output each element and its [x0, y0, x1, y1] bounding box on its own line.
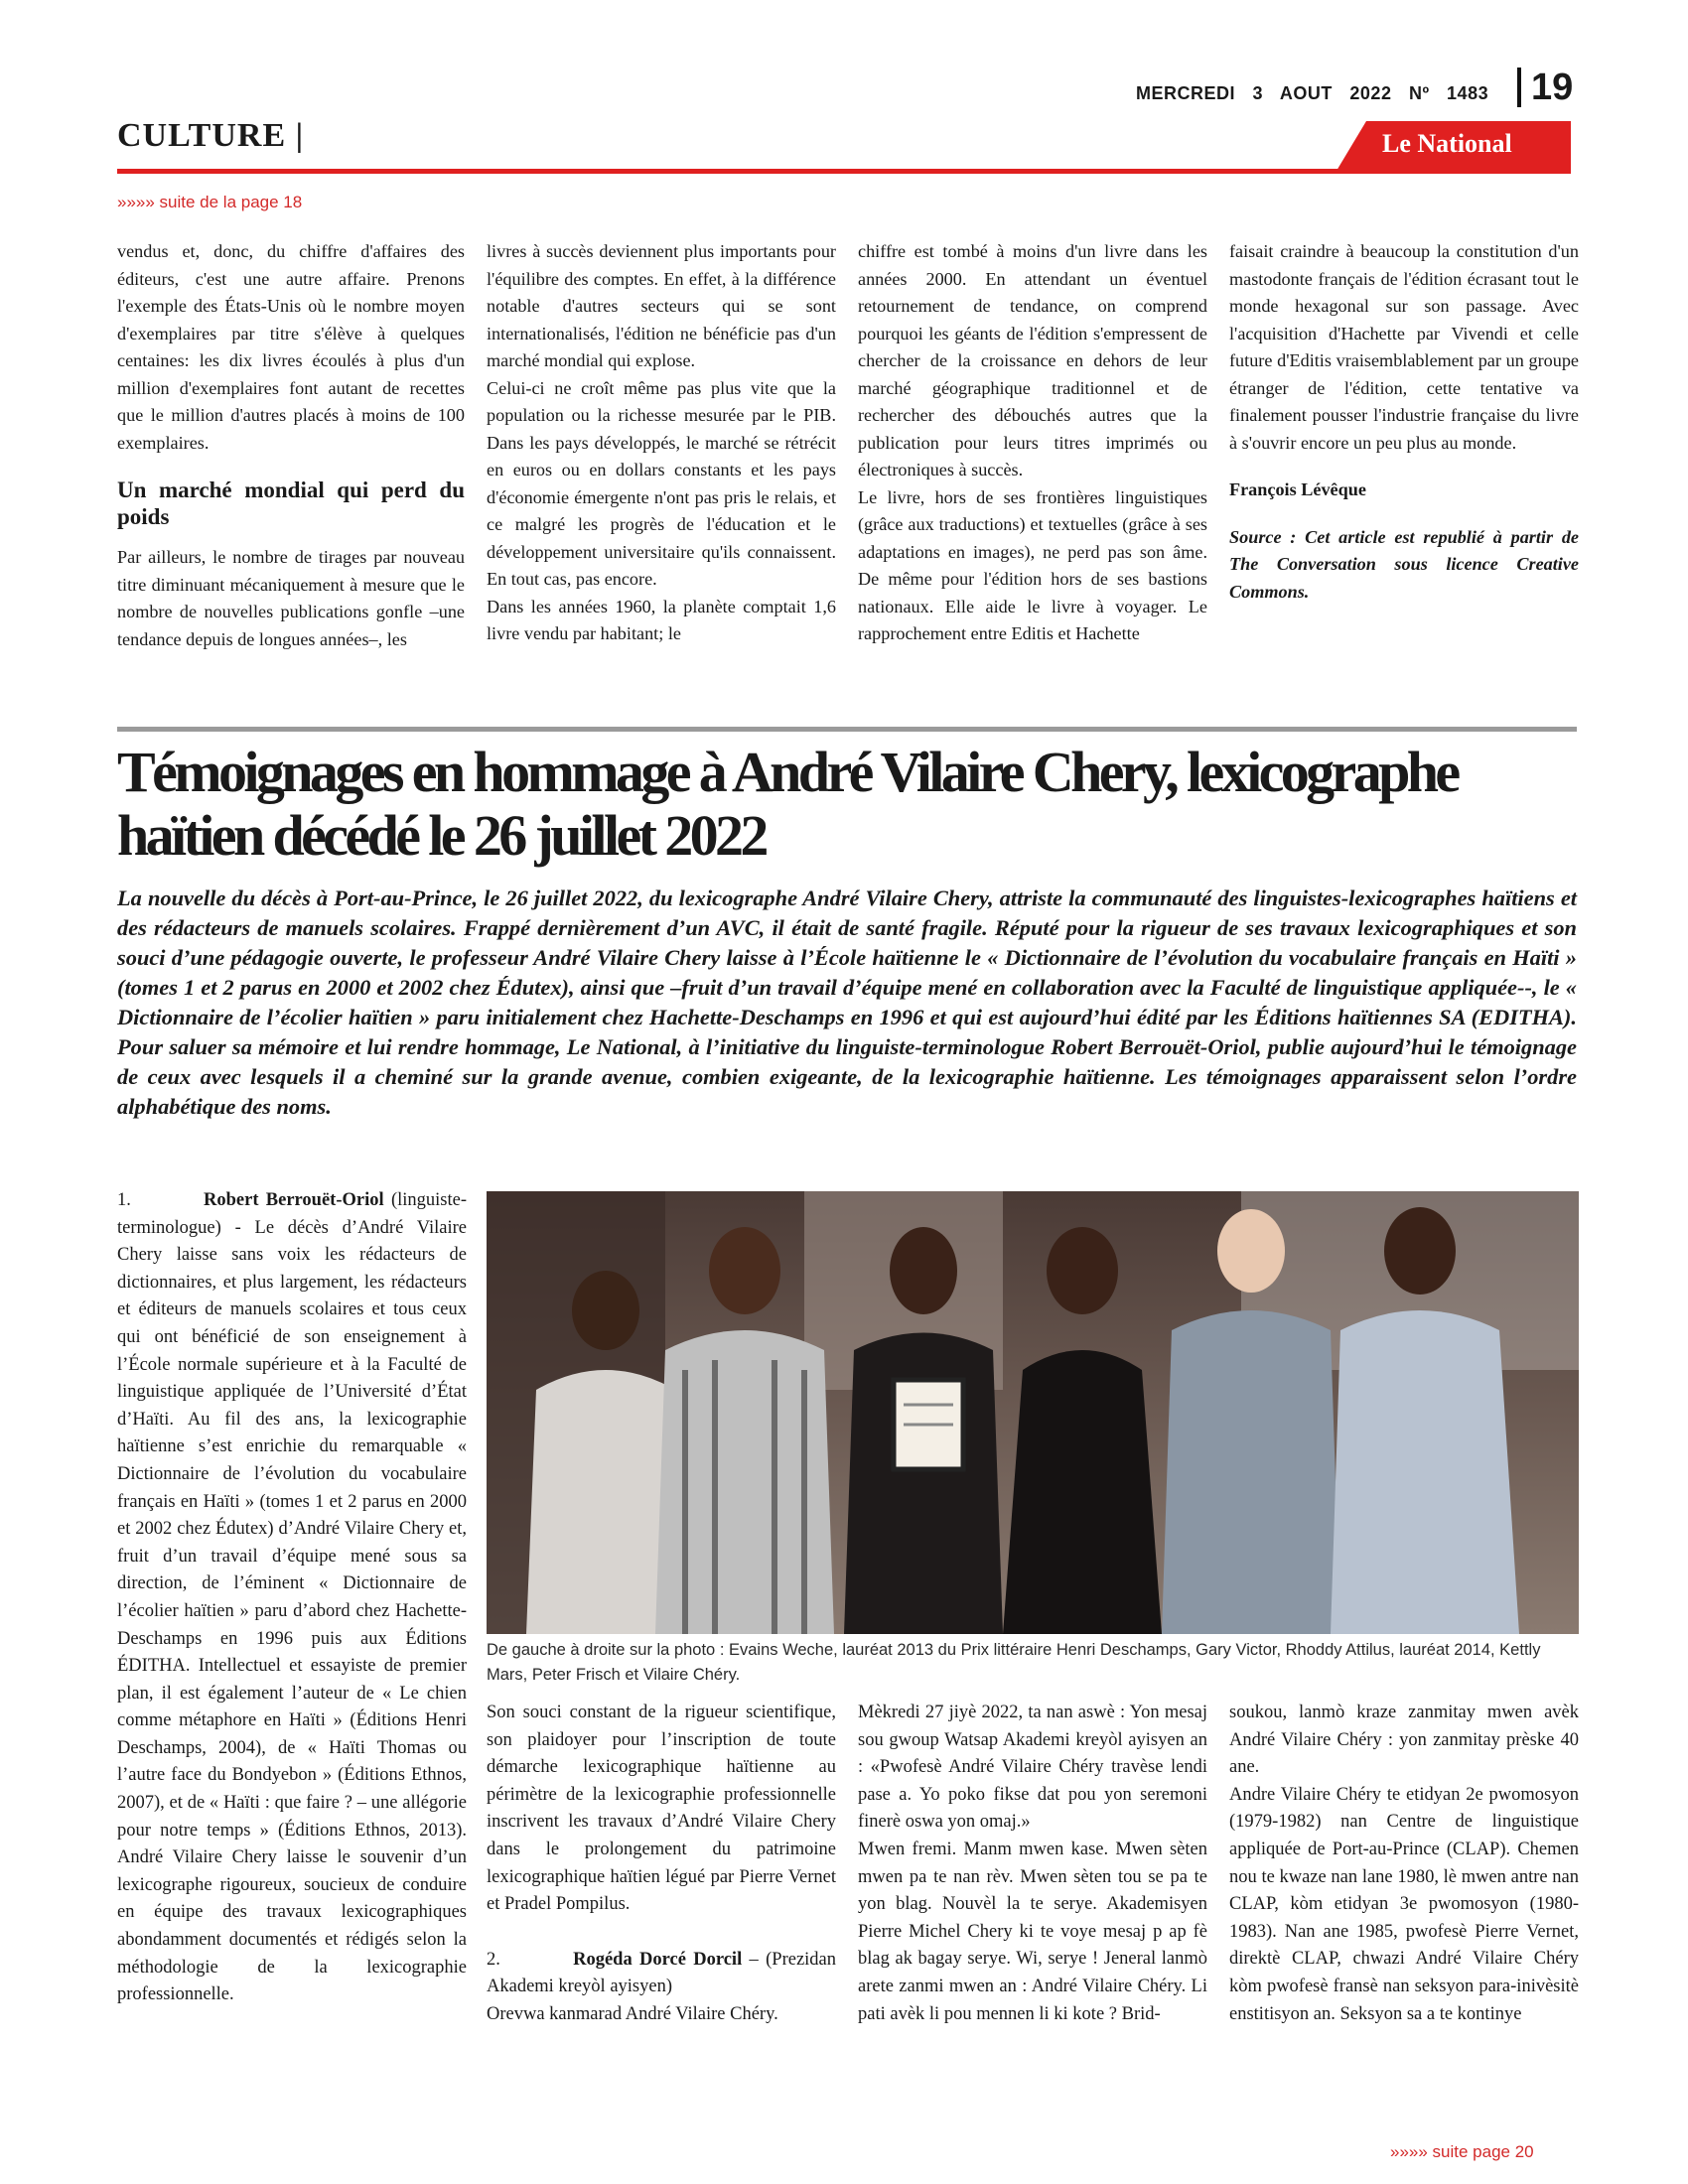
main-article-column-4	[1229, 1700, 1579, 2028]
issue-number: Nº 1483	[1408, 83, 1489, 103]
testimony-2	[487, 1947, 836, 2001]
source-note: Source : Cet article est republié à partir de The Conversation sous licence Creative Commons.	[1229, 526, 1579, 602]
testimony-text: (linguiste-terminologue) - Le décès d’André Vilaire Chery laisse sans voix les rédacteurs de dictionnaires, et plus largement, les rédacteurs et éditeurs de manuels scolaires et tous ceux qui ont bénéficié de son enseignement à l’École normale supérieure et à la Faculté de linguistique appliquée de l’Université d’État d’Haïti. Au fil des ans, la lexicographie haïtienne s’est enrichie du remarquable « Dictionnaire de l’évolution du vocabulaire français en Haïti » (tomes 1 et 2 parus en 2000 et 2002 chez Édutex) d’André Vilaire Chery et, fruit d’un travail d’équipe mené sous sa direction, de l’éminent « Dictionnaire de l’écolier haïtien » paru d’abord chez Hachette-Deschamps en 1996 puis aux Éditions ÉDITHA. Intellectuel et essayiste de premier plan, il est également l’auteur de « Le chien comme métaphore en Haïti » (Éditions Henri Deschamps, 2004), de « Haïti Thomas ou l’autre face du Bondyebon » (Éditions Ethnos, 2007), et de « Haïti : que faire ? – une allégorie pour notre temps » (Éditions Ethnos, 2013). André Vilaire Chery laisse le souvenir d’un lexicographe rigoureux, soucieux de conduire en équipe des travaux lexicographiques abondamment documentés et rédigés selon la méthodologie de la lexicographie professionnelle.	[117, 1190, 467, 2005]
testimony-number: 1.	[117, 1190, 131, 1210]
date-month: AOUT	[1279, 83, 1333, 103]
paragraph: Orevwa kanmarad André Vilaire Chéry.	[487, 2003, 778, 2024]
date-day: 3	[1252, 83, 1264, 103]
paragraph: faisait craindre à beaucoup la constitution d'un mastodonte français de l'édition écrasant tout le monde hexagonal sur son passage. Avec l'acquisition d'Hachette par Vivendi et celle future d'Editis vraisemblablement par un groupe étranger de l'édition, cette tentative va finalement pousser l'industrie française du livre à s'ouvrir encore un peu plus au monde.	[1229, 241, 1579, 453]
main-article-column-1	[117, 1187, 467, 2009]
date-line	[1136, 83, 1488, 104]
brand-name: Le National	[1382, 129, 1512, 158]
top-article-column-3	[858, 238, 1207, 648]
paragraph: vendus et, donc, du chiffre d'affaires des éditeurs, c'est une autre affaire. Prenons l'exemple des États-Unis où le nombre moyen d'exemplaires par titre s'élève à quelques centaines: les dix livres écoulés à plus d'un million d'exemplaires font autant de recettes que le million d'autres placés à moins de 100 exemplaires.	[117, 241, 465, 453]
article-headline: Témoignages en hommage à André Vilaire Chery, lexicographe haïtien décédé le 26 juillet 2022	[117, 740, 1458, 868]
page-number: 19	[1517, 68, 1573, 107]
paragraph: Son souci constant de la rigueur scientifique, son plaidoyer pour l’inscription de toute démarche lexicographique haïtienne au périmètre de la lexicographie professionnelle inscrivent les travaux d’André Vilaire Chery dans le prolongement du patrimoine lexicographique haïtien légué par Pierre Vernet et Pradel Pompilus.	[487, 1703, 836, 1915]
testimony-number: 2.	[487, 1949, 500, 1970]
paragraph: Mèkredi 27 jiyè 2022, ta nan aswè : Yon mesaj sou gwoup Watsap Akademi kreyòl ayisyen an : «Pwofesè André Vilaire Chéry travèse lendi pase a. Yo poko fikse dat pou yon seremoni finerè oswa yon omaj.»	[858, 1703, 1207, 1833]
testimony-author: Robert Berrouët-Oriol	[204, 1190, 384, 1210]
main-article-column-3	[858, 1700, 1207, 2028]
top-article-column-2	[487, 238, 836, 648]
paragraph: Andre Vilaire Chéry te etidyan 2e pwomosyon (1979-1982) nan Centre de linguistique appliquée de Port-au-Prince (CLAP). Chemen nou te kwaze nan lane 1980, lè mwen antre nan CLAP, kòm etidyan 3e pwomosyon (1980-1983). Nan ane 1985, pwofesè Pierre Vernet, direktè CLAP, chwazi André Vilaire Chéry kòm pwofesè fransè nan seksyon para-inivèsitè enstitisyon an. Seksyon sa a te kontinye	[1229, 1784, 1579, 2024]
photo-caption: De gauche à droite sur la photo : Evains Weche, lauréat 2013 du Prix littéraire Henri Deschamps, Gary Victor, Rhoddy Attilus, lauréat 2014, Kettly Mars, Peter Frisch et Vilaire Chéry.	[487, 1641, 1541, 1684]
paragraph: livres à succès deviennent plus importants pour l'équilibre des comptes. En effet, à la différence notable d'autres secteurs qui se sont internationalisés, l'édition ne bénéficie pas d'un marché mondial qui explose.	[487, 241, 836, 370]
paragraph: chiffre est tombé à moins d'un livre dans les années 2000. En attendant un éventuel retournement de tendance, on comprend pourquoi les géants de l'édition s'empressent de chercher de la croissance en dehors de leur marché géographique traditionnel et de rechercher des débouchés autres que la publication pour leurs titres imprimés ou électroniques à succès.	[858, 241, 1207, 479]
article-lead: La nouvelle du décès à Port-au-Prince, le 26 juillet 2022, du lexicographe André Vilaire Chery, attriste la communauté des linguistes-lexicographes haïtiens et des rédacteurs de manuels scolaires. Frappé dernièrement d’un AVC, il était de santé fragile. Réputé pour la rigueur de ses travaux lexicographiques et son souci d’une pédagogie ouverte, le professeur André Vilaire Chery laisse à l’École haïtienne le « Dictionnaire de l’évolution du vocabulaire français en Haïti » (tomes 1 et 2 parus en 2000 et 2002 chez Édutex), ainsi que –fruit d’un travail d’équipe mené en collaboration avec la Faculté de linguistique appliquée--, le « Dictionnaire de l’écolier haïtien » paru initialement chez Hachette-Deschamps en 1996 et qui est aujourd’hui édité par les Éditions haïtiennes SA (EDITHA). Pour saluer sa mémoire et lui rendre hommage, Le National, à l’initiative du linguiste-terminologue Robert Berrouët-Oriol, publie aujourd’hui le témoignage de ceux avec lesquels il a cheminé sur la grande avenue, combien exigeante, de la lexicographie haïtienne. Les témoignages apparaissent selon l’ordre alphabétique des noms.	[117, 886, 1577, 1119]
top-article-column-1	[117, 238, 465, 653]
article-divider	[117, 727, 1577, 732]
testimony-role: – (Prezidan Akademi kreyòl ayisyen)	[487, 1949, 837, 1997]
date-year: 2022	[1349, 83, 1392, 103]
paragraph: soukou, lanmò kraze zanmitay mwen avèk André Vilaire Chéry : yon zanmitay prèske 40 ane.	[1229, 1703, 1579, 1778]
paragraph: Mwen fremi. Manm mwen kase. Mwen sèten mwen pa te nan rèv. Mwen sèten tou se pa te yon blag. Nouvèl la te serye. Akademisyen Pierre Michel Chery ki te voye mesaj p ap fè blag ak bagay serye. Wi, serye ! Jeneral lanmò arete zanmi mwen an : André Vilaire Chéry. Li pati avèk li pou mennen li ki kote ? Brid-	[858, 1839, 1207, 2024]
continued-to-link[interactable]: »»»» suite page 20	[1390, 2142, 1534, 2161]
testimony-author: Rogéda Dorcé Dorcil	[573, 1949, 743, 1970]
testimony-1	[117, 1187, 467, 2009]
date-weekday: MERCREDI	[1136, 83, 1236, 103]
paragraph: Le livre, hors de ses frontières linguistiques (grâce aux traductions) et textuelles (grâce à ses adaptations en images), ne perd pas son âme. De même pour l'édition hors de ses bastions nationaux. Elle aide le livre à voyager. Le rapprochement entre Editis et Hachette	[858, 486, 1207, 643]
section-title: CULTURE |	[117, 117, 305, 154]
main-article-column-2	[487, 1700, 836, 2029]
paragraph: Par ailleurs, le nombre de tirages par nouveau titre diminuant mécaniquement à mesure que le nombre de nouvelles publications gonfle –une tendance depuis de longues années–, les	[117, 547, 465, 649]
continued-from-link[interactable]: »»»» suite de la page 18	[117, 193, 303, 211]
photo	[487, 1191, 1579, 1634]
paragraph: Celui-ci ne croît même pas plus vite que la population ou la richesse mesurée par le PIB. Dans les pays développés, le marché se rétrécit en euros ou en dollars constants et les pays d'économie émergente n'ont pas pris le relais, et ce malgré les progrès de l'éducation et le développement universitaire qu'ils connaissent. En tout cas, pas encore.	[487, 377, 836, 589]
author-byline: François Lévêque	[1229, 479, 1366, 499]
paragraph: Dans les années 1960, la planète comptait 1,6 livre vendu par habitant; le	[487, 596, 836, 643]
top-article-column-4	[1229, 238, 1579, 606]
subheading: Un marché mondial qui perd du poids	[117, 478, 465, 529]
